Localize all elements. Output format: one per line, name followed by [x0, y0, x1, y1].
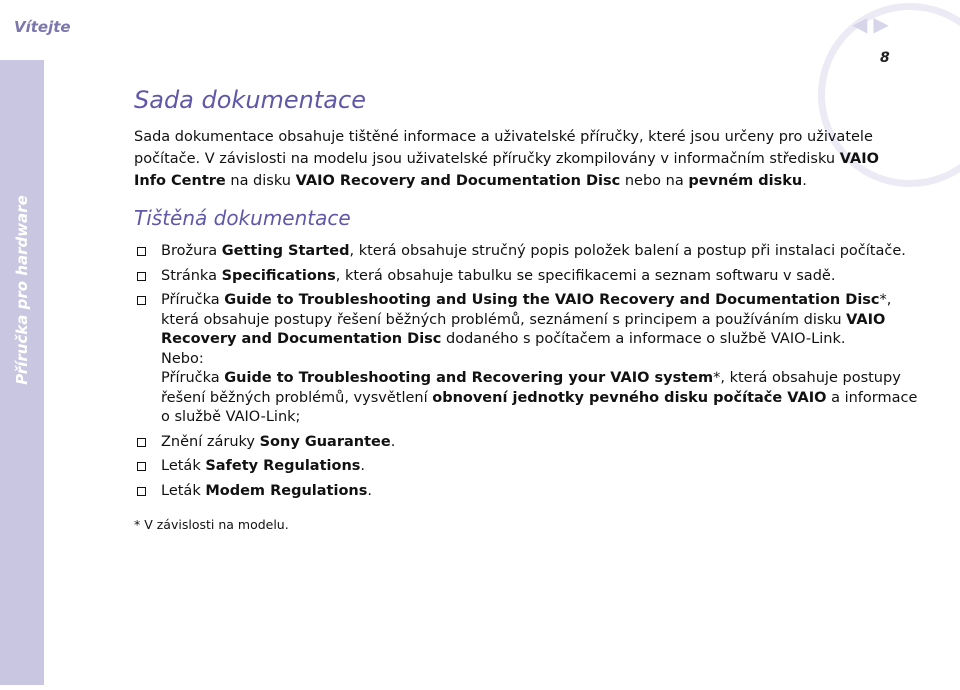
sidebar-band	[0, 60, 44, 685]
item-text: , která obsahuje stručný popis položek balení a postup při instalaci počítače.	[349, 243, 906, 259]
item-text: *, která obsahuje postupy řešení běžných problémů, seznámení s principem a používáním disku	[161, 292, 892, 328]
item-bold: Getting Started	[221, 243, 350, 259]
item-text: Stránka	[161, 267, 222, 284]
intro-bold-hard-disk: pevném disku	[688, 173, 803, 189]
list-item	[134, 242, 924, 262]
sidebar-title: Příručka pro hardware	[13, 195, 31, 385]
item-text: Brožura	[161, 243, 222, 259]
list-item	[134, 433, 924, 453]
item-text: dodaného s počítačem a informace o službě VAIO-Link.	[441, 331, 846, 347]
intro-text: nebo na	[620, 173, 689, 189]
intro-bold-recovery-disc: VAIO Recovery and Documentation Disc	[295, 173, 621, 189]
intro-text: na disku	[225, 173, 296, 189]
list-item	[134, 457, 924, 477]
item-bold: Guide to Troubleshooting and Using the VAIO Recovery and Documentation Disc	[224, 292, 880, 308]
documentation-list	[134, 242, 924, 501]
list-item	[134, 291, 924, 428]
item-text: Leták	[161, 458, 206, 474]
checkbox-bullet-icon	[137, 438, 146, 447]
item-text: Znění záruky	[161, 433, 260, 450]
footnote: * V závislosti na modelu.	[134, 517, 289, 532]
item-bold: obnovení jednotky pevného disku počítače VAIO	[432, 389, 827, 406]
intro-bold-vaio-info-centre: VAIO Info Centre	[134, 151, 879, 189]
item-bold: Modem Regulations	[205, 482, 368, 499]
item-text: .	[390, 433, 396, 450]
checkbox-bullet-icon	[137, 247, 146, 256]
item-text: Příručka	[161, 292, 225, 308]
page-navigation	[852, 14, 889, 34]
checkbox-bullet-icon	[137, 296, 146, 305]
item-bold: VAIO Recovery and Documentation Disc	[161, 311, 886, 347]
item-bold: Specifications	[221, 267, 336, 284]
list-item	[134, 482, 924, 502]
main-content	[134, 86, 924, 532]
list-item	[134, 267, 924, 287]
item-text: .	[360, 458, 366, 474]
item-or-label: Nebo:	[161, 350, 204, 367]
checkbox-bullet-icon	[137, 487, 146, 496]
item-text: Příručka	[161, 370, 225, 386]
item-bold: Guide to Troubleshooting and Recovering your VAIO system	[224, 370, 714, 386]
subsection-title: Tištěná dokumentace	[134, 206, 351, 230]
checkbox-bullet-icon	[137, 272, 146, 281]
item-text: , která obsahuje tabulku se specifikacemi a seznam softwaru v sadě.	[335, 267, 836, 284]
item-text: a informace o službě VAIO-Link;	[161, 389, 918, 425]
previous-page-icon[interactable]: ◀	[852, 12, 868, 36]
item-text: .	[367, 482, 372, 499]
intro-text: .	[802, 173, 807, 189]
section-header-label: Vítejte	[14, 18, 71, 36]
item-bold: Safety Regulations	[205, 458, 361, 474]
intro-text: Sada dokumentace obsahuje tištěné informace a uživatelské příručky, které jsou určeny pro uživatele počítače. V závislosti na modelu jsou uživatelské příručky zkompilovány v informačním středisku	[134, 129, 873, 167]
item-text: *, která obsahuje postupy řešení běžných problémů, vysvětlení	[161, 370, 901, 406]
section-title: Sada dokumentace	[134, 86, 366, 114]
intro-paragraph	[134, 126, 904, 192]
page-number: 8	[880, 50, 890, 66]
checkbox-bullet-icon	[137, 462, 146, 471]
item-text: Leták	[161, 482, 206, 499]
next-page-icon[interactable]: ▶	[873, 12, 889, 36]
item-bold: Sony Guarantee	[259, 433, 391, 450]
